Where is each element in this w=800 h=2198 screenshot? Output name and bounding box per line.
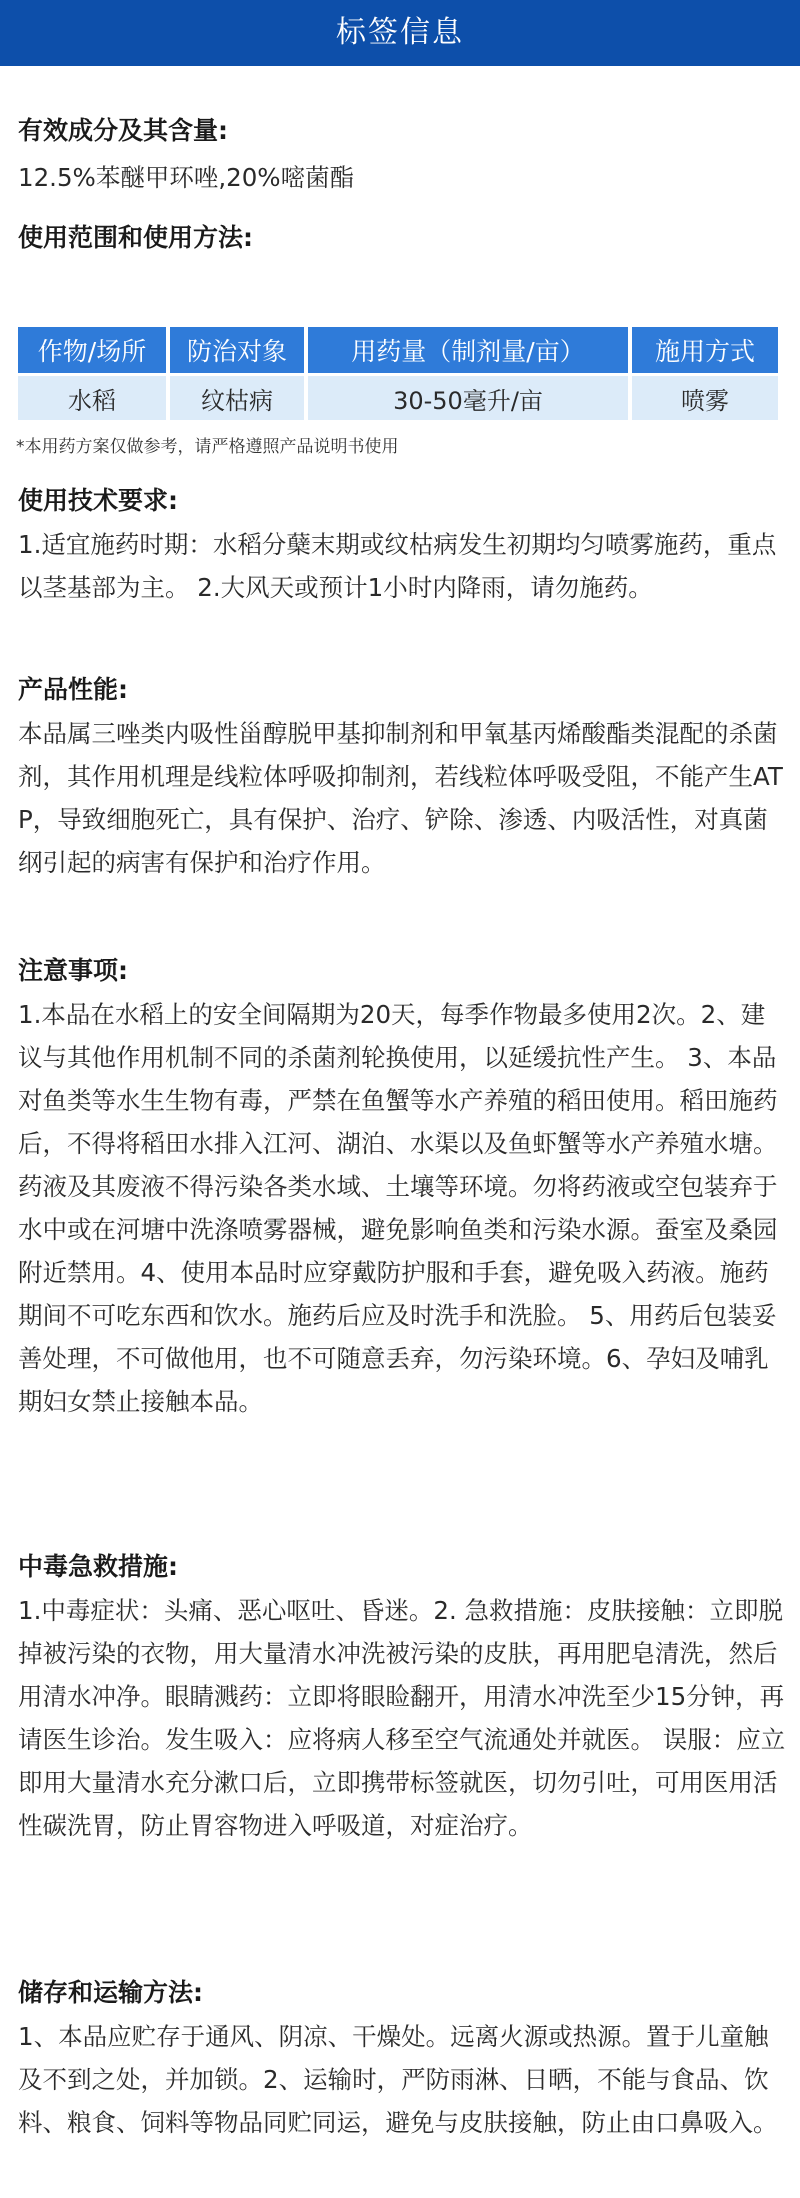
technical-heading: 使用技术要求: (18, 486, 178, 515)
usage-table-note: *本用药方案仅做参考，请严格遵照产品说明书使用 (16, 437, 399, 457)
usage-table-header-dosage: 用药量（制剂量/亩） (308, 327, 628, 373)
technical-text: 1.适宜施药时期：水稻分蘖末期或纹枯病发生初期均匀喷雾施药，重点以茎基部为主。 2.大风天或预计1小时内降雨，请勿施药。 (18, 530, 777, 602)
usage-table-cell-method: 喷雾 (632, 376, 778, 420)
usage-table-header-row (18, 327, 778, 373)
usage-table-header-method: 施用方式 (632, 327, 778, 373)
storage-text: 1、本品应贮存于通风、阴凉、干燥处。远离火源或热源。置于儿童触及不到之处，并加锁。2、运输时，严防雨淋、日晒，不能与食品、饮料、粮食、饲料等物品同贮同运，避免与皮肤接触，防止由口鼻吸入。 (18, 2022, 778, 2137)
precautions-text: 1.本品在水稻上的安全间隔期为20天，每季作物最多使用2次。2、建议与其他作用机制不同的杀菌剂轮换使用，以延缓抗性产生。 3、本品对鱼类等水生生物有毒，严禁在鱼蟹等水产养殖的稻田使用。稻田施药后，不得将稻田水排入江河、湖泊、水渠以及鱼虾蟹等水产养殖水塘。药液及其废液不得污染各类水域、土壤等环境。勿将药液或空包装弃于水中或在河塘中洗涤喷雾器械，避免影响鱼类和污染水源。蚕室及桑园附近禁用。4、使用本品时应穿戴防护服和手套，避免吸入药液。施药期间不可吃东西和饮水。施药后应及时洗手和洗脸。 5、用药后包装妥善处理，不可做他用，也不可随意丢弃，勿污染环境。6、孕妇及哺乳期妇女禁止接触本品。 (18, 1000, 778, 1416)
usage-table (14, 324, 782, 423)
usage-table-header-crop: 作物/场所 (18, 327, 166, 373)
performance-text: 本品属三唑类内吸性甾醇脱甲基抑制剂和甲氧基丙烯酸酯类混配的杀菌剂，其作用机理是线粒体呼吸抑制剂，若线粒体呼吸受阻，不能产生ATP，导致细胞死亡，具有保护、治疗、铲除、渗透、内吸活性，对真菌纲引起的病害有保护和治疗作用。 (18, 719, 783, 877)
usage-table-cell-crop: 水稻 (18, 376, 166, 420)
firstaid-text: 1.中毒症状：头痛、恶心呕吐、昏迷。2. 急救措施：皮肤接触：立即脱掉被污染的衣物，用大量清水冲洗被污染的皮肤，再用肥皂清洗，然后用清水冲净。眼睛溅药：立即将眼睑翻开，用清水冲洗至少15分钟，再请医生诊治。发生吸入：应将病人移至空气流通处并就医。 误服：应立即用大量清水充分漱口后，立即携带标签就医，切勿引吐，可用医用活性碳洗胃，防止胃容物进入呼吸道，对症治疗。 (18, 1596, 786, 1840)
usage-table-cell-dosage: 30-50毫升/亩 (308, 376, 628, 420)
firstaid-heading: 中毒急救措施: (18, 1552, 178, 1581)
ingredients-heading: 有效成分及其含量: (18, 116, 228, 145)
ingredients-text: 12.5%苯醚甲环唑,20%嘧菌酯 (18, 163, 355, 192)
precautions-heading: 注意事项: (18, 956, 128, 985)
performance-heading: 产品性能: (18, 675, 128, 704)
usage-table-cell-target: 纹枯病 (170, 376, 304, 420)
page-title-bar (0, 0, 800, 66)
storage-heading: 储存和运输方法: (18, 1978, 203, 2007)
usage-table-header-target: 防治对象 (170, 327, 304, 373)
table-row (18, 376, 778, 420)
page-title: 标签信息 (336, 15, 464, 50)
usage-heading: 使用范围和使用方法: (18, 223, 253, 252)
